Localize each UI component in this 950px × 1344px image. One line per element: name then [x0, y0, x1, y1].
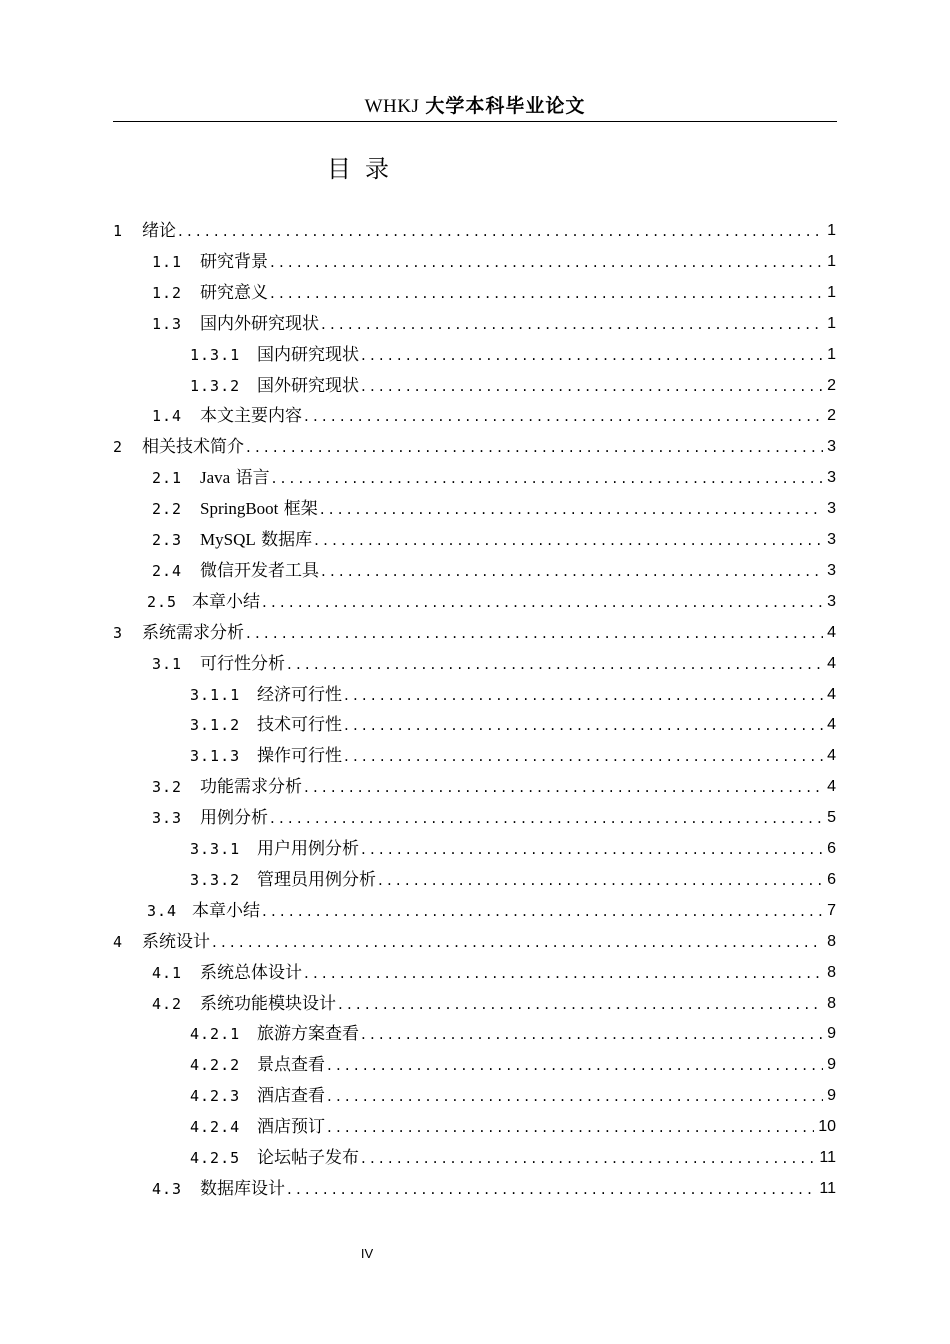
toc-leader-dots [270, 806, 823, 830]
toc-entry-page: 3 [827, 592, 836, 610]
toc-leader-dots [246, 621, 823, 645]
toc-entry[interactable] [152, 990, 836, 1016]
toc-leader-dots [361, 1146, 815, 1170]
header-school-code: WHKJ [364, 96, 420, 117]
toc-entry[interactable] [152, 557, 836, 583]
toc-entry-page: 2 [827, 376, 836, 394]
toc-entry-number: 3.3.2 [190, 870, 241, 889]
toc-entry-page: 1 [827, 314, 836, 332]
toc-leader-dots [344, 683, 823, 707]
toc-entry[interactable] [190, 711, 836, 737]
toc-entry-label: 用户用例分析 [257, 839, 359, 859]
toc-leader-dots [361, 374, 823, 398]
toc-leader-dots [320, 497, 823, 521]
toc-leader-dots [344, 713, 823, 737]
toc-entry-number: 2.2 [152, 500, 183, 519]
toc-entry-label: 国内研究现状 [257, 344, 359, 365]
toc-entry-page: 6 [827, 870, 836, 888]
toc-entry-label: 国内外研究现状 [200, 313, 319, 334]
toc-entry[interactable] [190, 835, 836, 861]
toc-entry[interactable] [113, 928, 836, 954]
toc-entry-label: 本章小结 [192, 900, 260, 921]
toc-entry-page: 9 [827, 1025, 836, 1043]
toc-leader-dots [327, 1084, 823, 1108]
toc-entry-label: 研究意义 [200, 282, 268, 303]
toc-entry-page: 11 [819, 1179, 836, 1197]
toc-entry-number: 4 [113, 932, 124, 951]
toc-entry-page: 2 [827, 407, 836, 425]
toc-entry-page: 3 [827, 561, 836, 579]
toc-entry-label: Java 语言 [200, 468, 270, 489]
toc-entry-number: 1.3 [152, 314, 183, 333]
toc-entry-number: 2.4 [152, 561, 183, 580]
toc-leader-dots [212, 930, 823, 954]
toc-leader-dots [272, 466, 823, 490]
toc-entry-page: 4 [827, 654, 836, 672]
toc-leader-dots [361, 837, 823, 861]
page-number: IV [360, 1246, 374, 1261]
toc-entry-number: 1.4 [152, 407, 183, 426]
toc-entry[interactable] [113, 433, 836, 459]
toc-entry-label: 微信开发者工具 [200, 560, 319, 581]
toc-entry-label: 系统需求分析 [142, 622, 244, 643]
toc-entry-page: 3 [827, 469, 836, 487]
toc-entry-page: 4 [827, 716, 836, 734]
toc-entry-label: 可行性分析 [200, 653, 285, 674]
toc-entry-number: 2 [113, 438, 124, 457]
toc-entry-number: 4.3 [152, 1179, 183, 1198]
toc-entry-number: 3.3.1 [190, 840, 241, 858]
toc-entry-label: 功能需求分析 [200, 777, 302, 798]
toc-entry[interactable] [152, 495, 836, 521]
toc-entry-page: 1 [827, 252, 836, 270]
toc-leader-dots [304, 775, 823, 799]
toc-leader-dots [270, 250, 823, 274]
toc-entry-page: 4 [827, 778, 836, 796]
toc-leader-dots [378, 868, 823, 892]
toc-entry-label: 旅游方案查看 [257, 1024, 359, 1045]
toc-entry-page: 1 [827, 345, 836, 363]
toc-entry-label: 技术可行性 [257, 715, 342, 736]
toc-entry[interactable] [152, 402, 836, 428]
toc-entry[interactable] [190, 1144, 836, 1170]
toc-entry[interactable] [152, 464, 836, 490]
toc-entry-number: 4.2.2 [190, 1056, 241, 1075]
toc-entry[interactable] [152, 959, 836, 985]
toc-entry[interactable] [152, 279, 836, 305]
toc-leader-dots [327, 1115, 814, 1139]
toc-entry-page: 3 [827, 531, 836, 548]
toc-entry-number: 4.1 [152, 963, 183, 982]
toc-entry-number: 1 [113, 222, 124, 240]
toc-entry-page: 10 [818, 1118, 836, 1136]
toc-entry-label: 系统功能模块设计 [200, 993, 336, 1014]
toc-entry-label: 论坛帖子发布 [257, 1148, 359, 1168]
toc-entry-label: 数据库设计 [200, 1178, 285, 1199]
toc-entry-number: 4.2.1 [190, 1025, 241, 1044]
toc-entry-number: 3.3 [152, 809, 183, 828]
toc-entry[interactable] [147, 897, 836, 923]
toc-entry[interactable] [190, 372, 836, 398]
toc-leader-dots [338, 992, 823, 1016]
toc-entry-label: SpringBoot 框架 [200, 499, 318, 520]
toc-entry-label: 系统设计 [142, 931, 210, 952]
toc-entry-number: 3.1.1 [190, 685, 241, 704]
toc-entry-label: 酒店查看 [257, 1086, 325, 1107]
toc-entry-number: 3.1.2 [190, 716, 241, 735]
toc-leader-dots [361, 343, 823, 367]
toc-entry-label: 酒店预订 [257, 1117, 325, 1138]
toc-entry-page: 6 [827, 840, 836, 857]
toc-entry-number: 3.1.3 [190, 747, 241, 766]
toc-entry-page: 7 [827, 901, 836, 919]
toc-entry-label: 管理员用例分析 [257, 869, 376, 890]
toc-entry[interactable] [152, 1175, 836, 1201]
toc-entry-number: 3.4 [147, 901, 178, 920]
toc-entry-page: 8 [827, 994, 836, 1012]
toc-entry-number: 4.2.5 [190, 1149, 241, 1167]
toc-entry-page: 3 [827, 438, 836, 456]
toc-entry-number: 4.2 [152, 994, 183, 1013]
toc-leader-dots [178, 219, 823, 243]
toc-leader-dots [327, 1053, 823, 1077]
header-thesis-title: 大学本科毕业论文 [425, 95, 586, 117]
toc-entry-page: 1 [827, 283, 836, 301]
toc-entry-label: 本文主要内容 [200, 406, 302, 427]
toc-leader-dots [321, 312, 823, 336]
toc-entry-number: 4.2.4 [190, 1118, 241, 1137]
toc-entry-number: 2.5 [147, 592, 178, 611]
toc-leader-dots [314, 528, 823, 552]
toc-leader-dots [304, 961, 823, 985]
toc-entry[interactable] [190, 866, 836, 892]
toc-entry-number: 1.3.1 [190, 345, 241, 364]
toc-entry[interactable] [190, 1020, 836, 1046]
toc-entry-label: 景点查看 [257, 1055, 325, 1076]
toc-entry-label: 本章小结 [192, 591, 260, 612]
toc-entry[interactable] [190, 681, 836, 707]
toc-entry-number: 3 [113, 623, 124, 642]
toc-entry-page: 4 [827, 685, 836, 703]
toc-entry[interactable] [152, 804, 836, 830]
toc-entry-page: 4 [827, 747, 836, 765]
toc-entry[interactable] [152, 773, 836, 799]
toc-entry-number: 2.1 [152, 469, 183, 488]
toc-entry[interactable] [190, 742, 836, 768]
toc-leader-dots [304, 404, 823, 428]
toc-entry-number: 1.3.2 [190, 376, 241, 395]
toc-entry-number: 3.2 [152, 778, 183, 797]
toc-leader-dots [262, 590, 823, 614]
toc-entry-page: 3 [827, 500, 836, 518]
toc-entry-label: 研究背景 [200, 251, 268, 272]
toc-leader-dots [344, 744, 823, 768]
toc-entry-number: 1.2 [152, 283, 183, 302]
toc-entry[interactable] [190, 1113, 836, 1139]
toc-entry[interactable] [190, 341, 836, 367]
toc-entry-page: 4 [827, 623, 836, 641]
toc-entry[interactable] [190, 1051, 836, 1077]
toc-entry-page: 8 [827, 932, 836, 950]
toc-entry[interactable] [147, 588, 836, 614]
toc-title: 目录 [327, 155, 403, 183]
toc-entry[interactable] [113, 217, 836, 243]
toc-entry-number: 3.1 [152, 654, 183, 673]
toc-entry-page: 9 [827, 1056, 836, 1074]
toc-entry-label: 系统总体设计 [200, 962, 302, 983]
toc-leader-dots [270, 281, 823, 305]
toc-entry-page: 1 [827, 222, 836, 239]
toc-entry-page: 9 [827, 1087, 836, 1105]
header-rule [113, 121, 837, 122]
toc-leader-dots [321, 559, 823, 583]
toc-entry[interactable] [152, 248, 836, 274]
toc-entry[interactable] [190, 1082, 836, 1108]
toc-leader-dots [287, 652, 823, 676]
toc-leader-dots [287, 1177, 815, 1201]
toc-entry-page: 11 [819, 1149, 836, 1166]
toc-entry-label: 用例分析 [200, 808, 268, 829]
page-header [113, 94, 837, 119]
toc-entry-label: 相关技术简介 [142, 437, 244, 458]
toc-entry-label: 经济可行性 [257, 684, 342, 705]
toc-entry-label: 操作可行性 [257, 746, 342, 767]
toc-entry[interactable] [113, 619, 836, 645]
toc-entry-number: 1.1 [152, 252, 183, 271]
toc-entry-label: MySQL 数据库 [200, 530, 313, 550]
toc-entry-number: 2.3 [152, 531, 183, 549]
toc-entry[interactable] [152, 526, 836, 552]
toc-entry-page: 8 [827, 963, 836, 981]
toc-entry-number: 4.2.3 [190, 1087, 241, 1106]
toc-leader-dots [262, 899, 823, 923]
toc-entry-label: 国外研究现状 [257, 375, 359, 396]
toc-leader-dots [361, 1022, 823, 1046]
toc-entry-label: 绪论 [142, 221, 176, 241]
toc-entry-page: 5 [827, 809, 836, 827]
toc-leader-dots [246, 435, 823, 459]
toc-entry[interactable] [152, 310, 836, 336]
toc-entry[interactable] [152, 650, 836, 676]
